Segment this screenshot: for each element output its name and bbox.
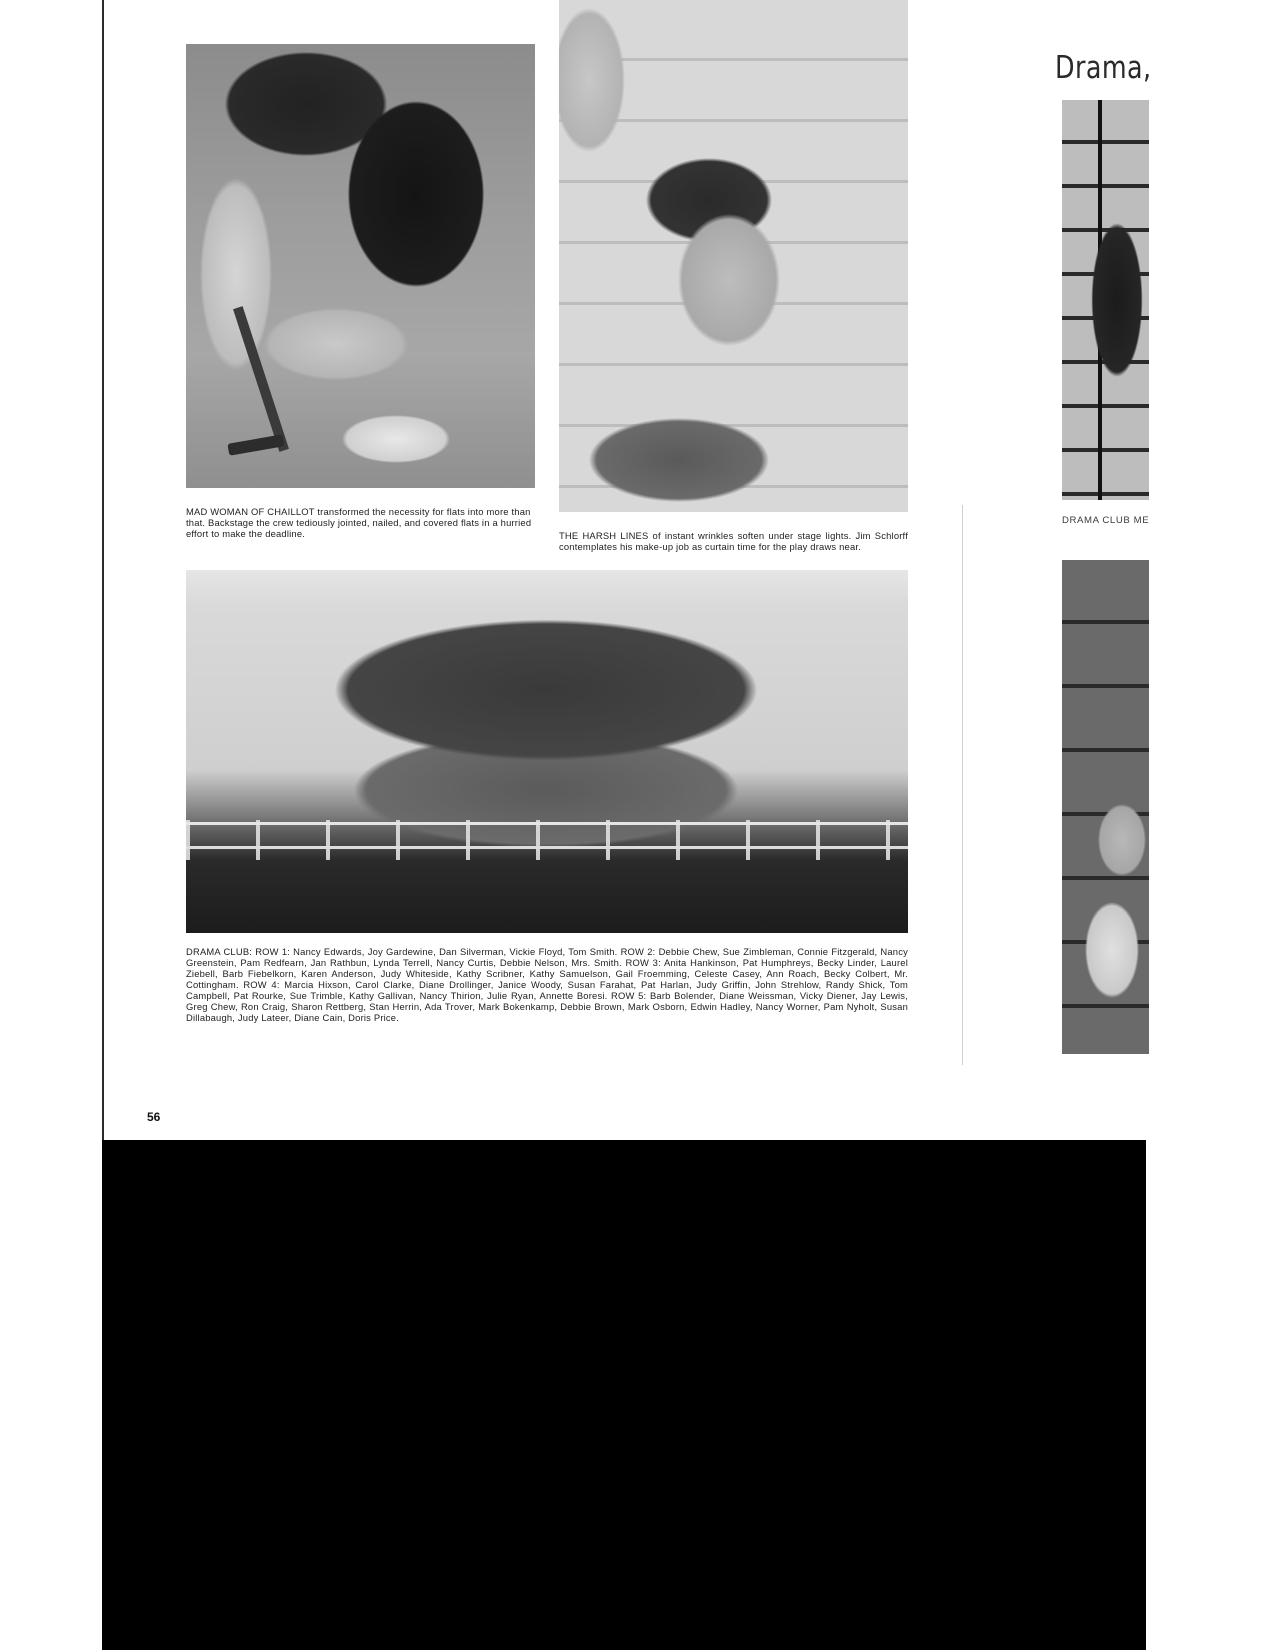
scan-black-area [102, 1140, 1146, 1650]
section-title: Drama, [1055, 50, 1152, 86]
photo-student-reading [1062, 560, 1149, 1054]
page-number: 56 [147, 1110, 161, 1124]
photo-drama-club-group [186, 570, 908, 933]
photo-actor-makeup [559, 0, 908, 512]
caption-actor-makeup: THE HARSH LINES of instant wrinkles soften under stage lights. Jim Schlorff contemplates his make-up job as curtain time for the play draws near. [559, 530, 908, 552]
page-gutter-line [962, 505, 963, 1065]
hammer-handle [233, 306, 289, 452]
bleacher-rail [186, 846, 908, 849]
page-edge [102, 0, 104, 1140]
caption-crew-hammering: MAD WOMAN OF CHAILLOT transformed the necessity for flats into more than that. Backstage the crew tediously jointed, nailed, and covered flats in a hurried effort to make the deadline. [186, 506, 532, 539]
hammer-head [227, 434, 284, 456]
caption-drama-club-member: DRAMA CLUB ME [1062, 515, 1150, 526]
photo-crew-hammering [186, 44, 535, 488]
caption-drama-club-roster: DRAMA CLUB: ROW 1: Nancy Edwards, Joy Gardewine, Dan Silverman, Vickie Floyd, Tom Smith. ROW 2: Debbie Chew, Sue Zimbleman, Connie Fitzgerald, Nancy Greenstein, Pam Redfearn, Jan Rathbun, Lynda Terrell, Nancy Curtis, Debbie Nelson, Mrs. Smith. ROW 3: Anita Hankinson, Pat Humphreys, Becky Linder, Laurel Ziebell, Barb Fiebelkorn, Karen Anderson, Judy Whiteside, Kathy Scribner, Kathy Samuelson, Gail Froemming, Celeste Casey, Ann Roach, Becky Colbert, Mr. Cottingham. ROW 4: Marcia Hixson, Carol Clarke, Diane Drollinger, Janice Woody, Susan Farahat, Pat Harlan, Judy Griffin, John Strehlow, Randy Shick, Tom Campbell, Pat Rourke, Sue Trimble, Kathy Gallivan, Nancy Thirion, Julie Ryan, Annette Boresi. ROW 5: Barb Bolender, Diane Weissman, Vicky Diener, Jay Lewis, Greg Chew, Ron Craig, Sharon Rettberg, Stan Herrin, Ada Trover, Mark Bokenkamp, Debbie Brown, Mark Osborn, Edwin Hadley, Nancy Worner, Pam Nyholt, Susan Dillabaugh, Judy Lateer, Diane Cain, Doris Price. [186, 946, 908, 1023]
photo-drama-club-member [1062, 100, 1149, 500]
bleacher-rail [186, 822, 908, 825]
bleachers [186, 820, 908, 860]
